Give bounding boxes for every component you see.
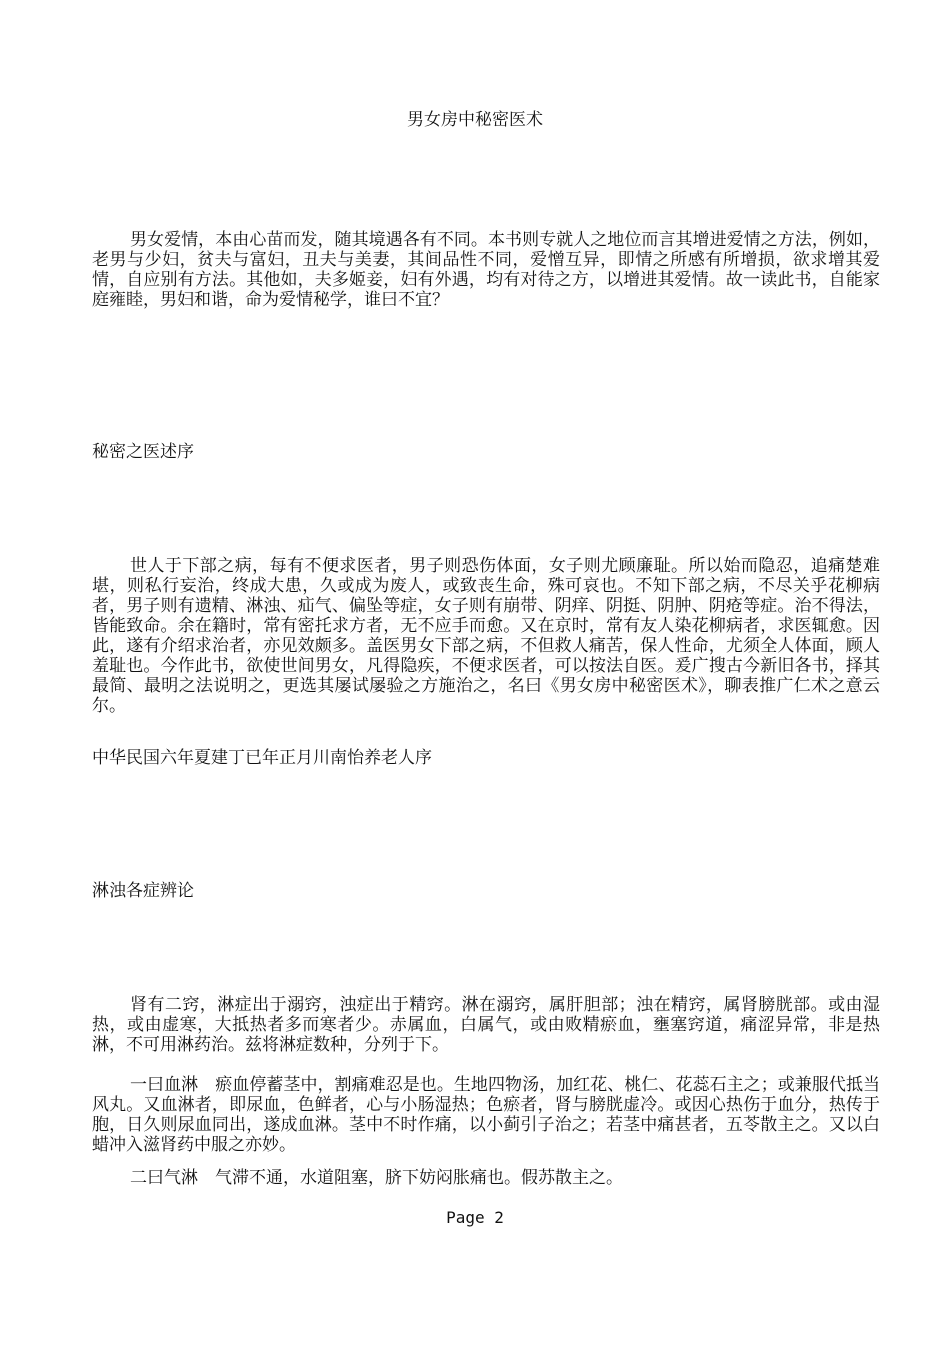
preface-heading: 秘密之医述序 bbox=[92, 442, 194, 462]
section-heading: 淋浊各症辨论 bbox=[92, 881, 194, 901]
preface-signature: 中华民国六年夏建丁已年正月川南怡养老人序 bbox=[92, 748, 432, 768]
intro-paragraph: 男女爱情，本由心苗而发，随其境遇各有不同。本书则专就人之地位而言其增进爱情之方法，例如，老男与少妇，贫夫与富妇，丑夫与美妻，其间品性不同，爱憎互异，即情之所感有所增损，欲求增其爱情，自应别有方法。其他如，夫多姬妾，妇有外遇，均有对待之方，以增进其爱情。故一读此书，自能家庭雍睦，男妇和谐，命为爱情秘学，谁曰不宜？ bbox=[92, 230, 880, 310]
section-paragraph-2: 一曰血淋 瘀血停蓄茎中，割痛难忍是也。生地四物汤，加红花、桃仁、花蕊石主之；或兼服代抵当风丸。又血淋者，即尿血，色鲜者，心与小肠湿热；色瘀者，肾与膀胱虚冷。或因心热伤于血分，热传于胞，日久则尿血同出，遂成血淋。茎中不时作痛，以小蓟引子治之；若茎中痛甚者，五苓散主之。又以白蜡冲入滋肾药中服之亦妙。 bbox=[92, 1075, 880, 1155]
page-number: Page 2 bbox=[446, 1208, 504, 1227]
preface-paragraph: 世人于下部之病，每有不便求医者，男子则恐伤体面，女子则尤顾廉耻。所以始而隐忍，追痛楚难堪，则私行妄治，终成大患，久或成为废人，或致丧生命，殊可哀也。不知下部之病，不尽关乎花柳病者，男子则有遗精、淋浊、疝气、偏坠等症，女子则有崩带、阴痒、阴挺、阴肿、阴疮等症。治不得法，皆能致命。余在籍时，常有密托求方者，无不应手而愈。又在京时，常有友人染花柳病者，求医辄愈。因此，遂有介绍求治者，亦见效颇多。盖医男女下部之病，不但救人痛苦，保人性命，尤须全人体面，顾人羞耻也。今作此书，欲使世间男女，凡得隐疾，不便求医者，可以按法自医。爰广搜古今新旧各书，择其最简、最明之法说明之，更选其屡试屡验之方施治之，名曰《男女房中秘密医术》，聊表推广仁术之意云尔。 bbox=[92, 556, 880, 716]
document-title: 男女房中秘密医术 bbox=[407, 110, 543, 130]
section-paragraph-3: 二曰气淋 气滞不通，水道阻塞，脐下妨闷胀痛也。假苏散主之。 bbox=[130, 1168, 623, 1188]
section-paragraph-1: 肾有二窍，淋症出于溺窍，浊症出于精窍。淋在溺窍，属肝胆部；浊在精窍，属肾膀胱部。或由湿热，或由虚寒，大抵热者多而寒者少。赤属血，白属气，或由败精瘀血，壅塞窍道，痛涩异常，非是热淋，不可用淋药治。兹将淋症数种，分列于下。 bbox=[92, 995, 880, 1055]
